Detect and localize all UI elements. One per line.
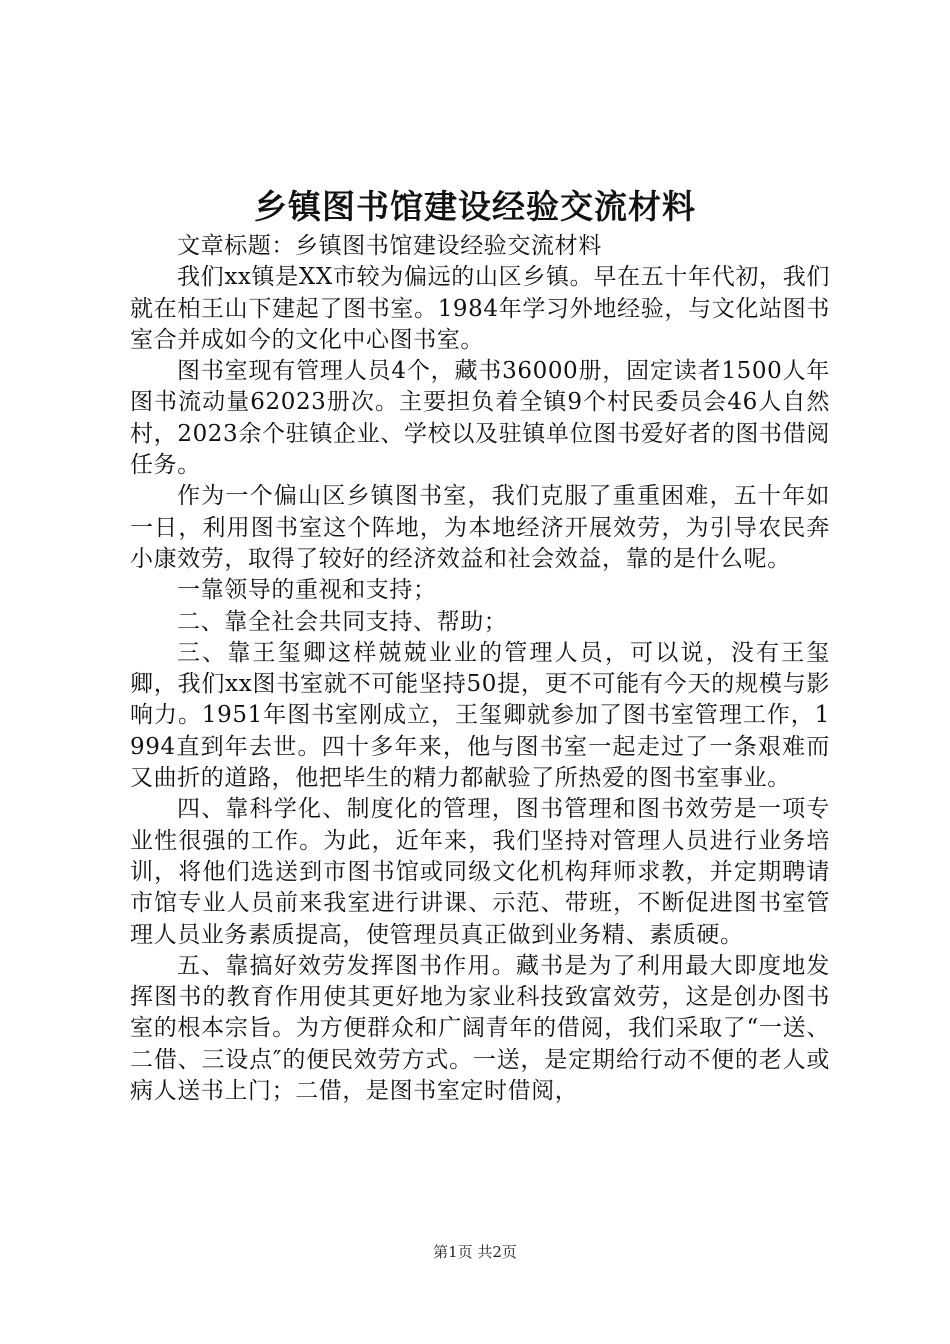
paragraph-question: 作为一个偏山区乡镇图书室，我们克服了重重困难，五十年如一日，利用图书室这个阵地，为本地经济开展效劳，为引导农民奔小康效劳，取得了较好的经济效益和社会效益，靠的是什么呢。 <box>130 483 830 572</box>
document-body <box>130 231 830 1107</box>
document-title: 乡镇图书馆建设经验交流材料 <box>254 187 696 226</box>
paragraph-point-one: 一靠领导的重视和支持； <box>177 577 437 604</box>
paragraph-point-three: 三、靠王玺卿这样兢兢业业的管理人员，可以说，没有王玺卿，我们xx图书室就不可能坚持50提，更不可能有今天的规模与影响力。1951年图书室刚成立，王玺卿就参加了图书室管理工作，1994直到年去世。四十多年来，他与图书室一起走过了一条艰难而又曲折的道路，他把毕生的精力都献验了所热爱的图书室事业。 <box>130 639 830 792</box>
paragraph-current-status: 图书室现有管理人员4个，藏书36000册，固定读者1500人年图书流动量62023册次。主要担负着全镇9个村民委员会46人自然村，2023余个驻镇企业、学校以及驻镇单位图书爱好者的图书借阅任务。 <box>130 358 830 479</box>
page-number: 第1页 共2页 <box>433 1243 517 1261</box>
paragraph-intro: 我们xx镇是XX市较为偏远的山区乡镇。早在五十年代初，我们就在柏王山下建起了图书室。1984年学习外地经验，与文化站图书室合并成如今的文化中心图书室。 <box>130 264 830 353</box>
paragraph-point-two: 二、靠全社会共同支持、帮助； <box>177 608 508 635</box>
paragraph-point-four: 四、靠科学化、制度化的管理，图书管理和图书效劳是一项专业性很强的工作。为此，近年来，我们坚持对管理人员进行业务培训，将他们选送到市图书馆或同级文化机构拜师求教，并定期聘请市馆专业人员前来我室进行讲课、示范、带班，不断促进图书室管理人员业务素质提高，使管理员真正做到业务精、素质硬。 <box>130 796 830 948</box>
paragraph-article-title: 文章标题：乡镇图书馆建设经验交流材料 <box>177 233 602 259</box>
paragraph-point-five: 五、靠搞好效劳发挥图书作用。藏书是为了利用最大即度地发挥图书的教育作用使其更好地为家业科技致富效劳，这是创办图书室的根本宗旨。为方便群众和广阔青年的借阅，我们采取了“一送、二借、三设点″的便民效劳方式。一送，是定期给行动不便的老人或病人送书上门；二借，是图书室定时借阅， <box>130 952 830 1105</box>
